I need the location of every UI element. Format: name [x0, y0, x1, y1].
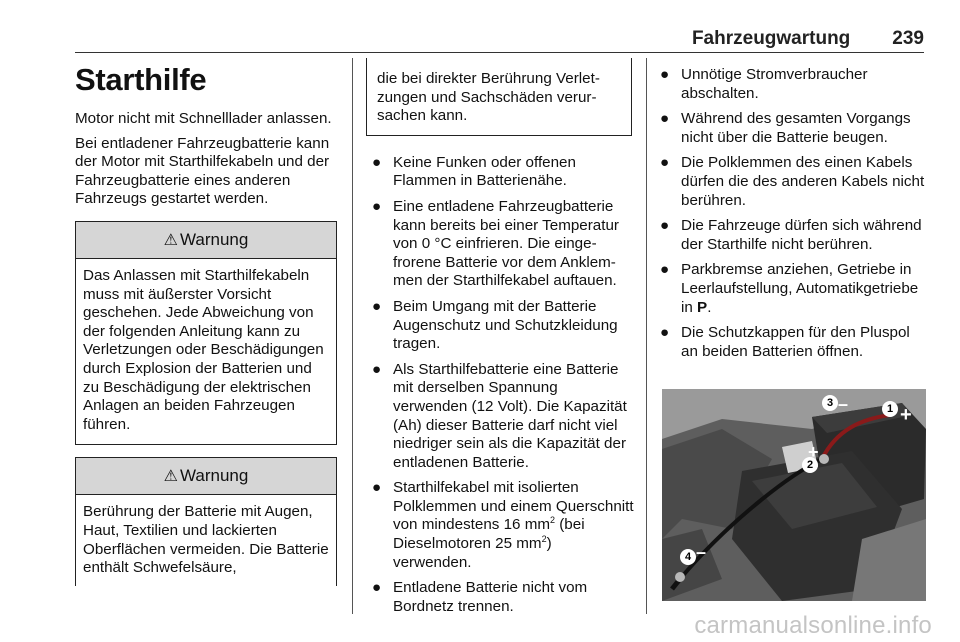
header-rule	[75, 52, 924, 53]
callout-1: 1	[882, 401, 898, 417]
list-item: ● Starthilfekabel mit isolierten Polklemmen und einem Querschnitt von mindestens 16 $mm^2$ (bei Dieselmotoren 25 $mm^2$) verwenden.	[372, 479, 634, 571]
warning-label: Warnung	[179, 466, 249, 486]
bullet-icon: ●	[372, 479, 382, 497]
list-item: ● Als Starthilfebatterie eine Batterie mit derselben Spannung verwenden (12 Volt). Die Kapazität (Ah) dieser Batterie darf nicht viel niedriger sein als die Kapazität der entladenen Batterie.	[372, 360, 627, 471]
list-item: ● Keine Funken oder offenen Flammen in Batterienähe.	[372, 153, 576, 190]
list-item: ● Die Polklemmen des einen Kabels dürfen die des anderen Kabels nicht berühren.	[660, 154, 925, 209]
engine-bay-illustration	[662, 389, 926, 601]
safety-list	[366, 154, 634, 617]
column-right	[654, 66, 926, 368]
warning-label: Warnung	[179, 229, 249, 249]
section-title: Starthilfe	[75, 62, 207, 97]
bullet-icon: ●	[372, 360, 382, 378]
engine-bay-photo	[662, 389, 926, 601]
intro-paragraph-1: Motor nicht mit Schnelllader anlassen.	[75, 110, 332, 127]
bullet-icon: ●	[372, 297, 382, 315]
minus-symbol-icon: –	[838, 394, 849, 414]
watermark: carmanualsonline.info	[694, 612, 932, 639]
warning-box-2	[75, 457, 337, 585]
intro-paragraph-2: Bei entladener Fahrzeugbatterie kann der Motor mit Starthilfekabeln und der Fahrzeugbatterie eines anderen Fahrzeugs gestartet werden.	[75, 134, 330, 208]
column-middle	[366, 58, 634, 623]
bullet-icon: ●	[660, 110, 670, 128]
callout-4: 4	[680, 549, 696, 565]
list-item: ● Entladene Batterie nicht vom Bordnetz trennen.	[372, 579, 588, 615]
list-item: ● Eine entladene Fahrzeugbatterie kann bereits bei einer Temperatur von 0 °C einfrieren. Die eingefrorene Batterie vor dem Anklemmen der Starthilfekabel auftauen.	[372, 197, 619, 290]
procedure-list	[654, 66, 926, 361]
list-item: ● Parkbremse anziehen, Getriebe in Leerlaufstellung, Automatikgetriebe in P.	[660, 261, 919, 316]
callout-3: 3	[822, 395, 838, 411]
warning-triangle-icon: ⚠	[163, 468, 178, 486]
list-item: ● Beim Umgang mit der Batterie Augenschutz und Schutzkleidung tragen.	[372, 297, 618, 353]
warning-text: Das Anlassen mit Starthilfekabeln muss mit äußerster Vorsicht geschehen. Jede Abweichung von der folgenden Anleitung kann zu Verletzungen oder Beschädigungen durch Explosion der Batterien und zu Beschädigung der elektrischen Anlagen an beiden Fahrzeugen führen.	[83, 266, 324, 433]
column-divider-1	[352, 58, 353, 614]
bullet-icon: ●	[660, 154, 670, 172]
list-item: ● Die Schutzkappen für den Pluspol an beiden Batterien öffnen.	[660, 324, 910, 360]
bullet-icon: ●	[372, 153, 382, 171]
warning-header	[76, 458, 336, 495]
list-item: ● Die Fahrzeuge dürfen sich während der Starthilfe nicht berühren.	[660, 217, 922, 253]
warning-header	[76, 222, 336, 259]
plus-symbol-icon: +	[900, 404, 912, 426]
column-left	[75, 58, 337, 586]
warning-text: Berührung der Batterie mit Augen, Haut, Textilien und lackierten Oberflächen vermeiden. Die Batterie enthält Schwefelsäure,	[83, 503, 329, 577]
warning-box-2-continued	[366, 58, 632, 136]
column-divider-2	[646, 58, 647, 614]
bullet-icon: ●	[660, 261, 670, 279]
page-number: 239	[892, 28, 924, 49]
plus-symbol-icon: +	[808, 442, 819, 462]
page-header	[692, 28, 924, 50]
bullet-icon: ●	[660, 217, 670, 235]
list-item: ● Unnötige Stromverbraucher abschalten.	[660, 66, 868, 102]
callout-2: 2	[802, 457, 818, 473]
warning-triangle-icon: ⚠	[163, 231, 178, 249]
minus-symbol-icon: –	[696, 542, 707, 562]
bullet-icon: ●	[372, 579, 382, 597]
warning-text-continued: die bei direkter Berührung Verletzungen und Sachschäden verursachen kann.	[377, 70, 600, 125]
list-item: ● Während des gesamten Vorgangs nicht über die Batterie beugen.	[660, 110, 911, 146]
page-header-title: Fahrzeugwartung	[691, 28, 851, 49]
bullet-icon: ●	[372, 197, 382, 215]
bullet-icon: ●	[660, 324, 670, 342]
warning-box-1	[75, 221, 337, 445]
bullet-icon: ●	[660, 66, 670, 83]
